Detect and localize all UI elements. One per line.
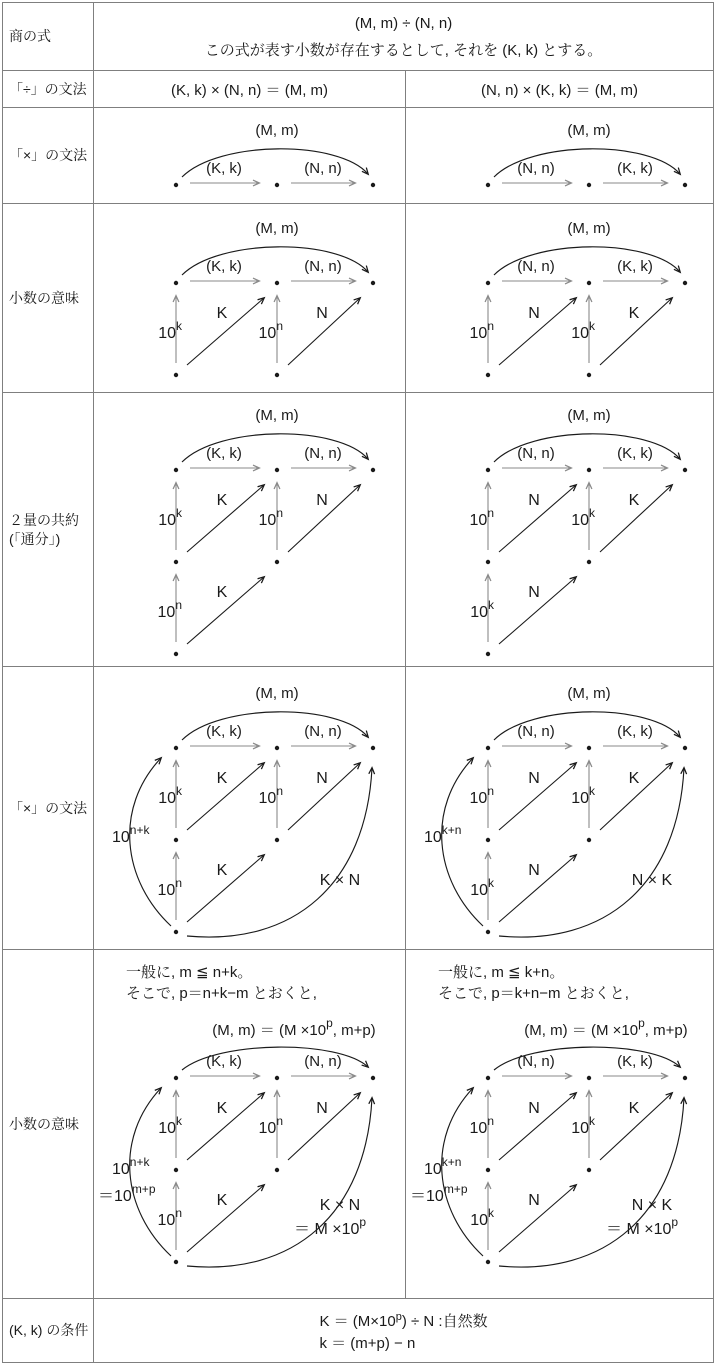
edge-label-2: (N, n) <box>304 444 342 462</box>
diagram-dot <box>174 372 178 376</box>
diagram-dot <box>174 1076 178 1080</box>
diagonal-label-2: N <box>316 491 328 509</box>
diagonal-label-2: K <box>628 1100 640 1117</box>
diagram-dot <box>275 467 279 471</box>
left-arc-power-label: $10^{k+n}$ <box>424 823 462 846</box>
row-label-mul-grammar-1: 「×」の文法 <box>3 108 94 204</box>
decimal-meaning1-left-cell <box>94 204 406 393</box>
row-label-mul-grammar-2: 「×」の文法 <box>3 667 94 950</box>
diagram-dot <box>587 467 591 471</box>
quotient-formula: (M, m) ÷ (N, n) <box>354 14 453 32</box>
diagram-dot <box>275 838 279 842</box>
top-arc-equation: (M, $m) = (M \times 10^p$, m+p) <box>524 1016 688 1039</box>
diagram-dot <box>174 746 178 750</box>
mul-grammar1-left-cell <box>94 108 406 204</box>
diagram-dot <box>587 559 591 563</box>
condition-line-2: k ＝ (m+p) − n <box>319 1335 416 1352</box>
diagonal-label-2: N <box>316 1100 328 1117</box>
diagram-dot <box>275 280 279 284</box>
commensuration-left-diagram <box>94 395 400 665</box>
diagram-dot <box>275 1168 279 1172</box>
left-outer-arc-arrow <box>130 1088 171 1256</box>
right-arc-label: N × K <box>631 872 673 889</box>
diagram-dot <box>587 1168 591 1172</box>
right-arc-label: K × N <box>319 1197 361 1214</box>
diagram-dot <box>486 182 490 186</box>
decimal-meaning1-right-diagram <box>406 206 712 391</box>
diagram-dot <box>371 1076 375 1080</box>
edge-label-1: (K, k) <box>206 257 242 275</box>
condition-formulas <box>319 1306 487 1355</box>
power-of-ten-label: 10$^n$ <box>469 1114 494 1137</box>
diagram-dot <box>587 838 591 842</box>
power-of-ten-label: 10$^n$ <box>258 1114 283 1137</box>
mul-grammar1-left-diagram <box>94 110 400 202</box>
diagonal-label-3: N <box>528 583 540 601</box>
edge-label-1: (K, k) <box>206 723 242 740</box>
top-arc-label: (M, m) <box>567 406 611 424</box>
diagram-dot <box>371 746 375 750</box>
right-arc-label: N × K <box>631 1197 673 1214</box>
diagonal-label-2: N <box>316 304 328 322</box>
diagram-dot <box>371 182 375 186</box>
diagram-dot <box>486 838 490 842</box>
edge-label-1: (N, n) <box>517 257 555 275</box>
general-note-left-1: 一般に, m ≦ n+k。 <box>126 964 253 981</box>
diagonal-label-1: K <box>216 304 228 322</box>
division-grammar-left: (K, k) × (N, n) ＝ (M, m) <box>94 71 406 108</box>
edge-label-2: (N, n) <box>304 723 342 740</box>
right-arc-label: K × N <box>319 872 361 889</box>
row-label-division-grammar: 「÷」の文法 <box>3 71 94 108</box>
commensuration-label-line1: ２量の共約 <box>9 511 79 528</box>
diagonal-label-3: N <box>528 1192 540 1209</box>
diagram-dot <box>174 559 178 563</box>
diagram-dot <box>174 467 178 471</box>
edge-label-2: (K, k) <box>617 257 653 275</box>
top-arc-label: (M, m) <box>255 406 299 424</box>
top-arc-label: (M, m) <box>255 121 299 139</box>
mul-grammar2-right-cell <box>406 667 714 950</box>
power-of-ten-label: 10$^k$ <box>158 318 182 342</box>
right-arc-label-2: ＝ $M \times 10^p$ <box>606 1215 679 1238</box>
right-arc-label-2: ＝ $M \times 10^p$ <box>294 1215 367 1238</box>
row-label-commensuration <box>3 393 94 667</box>
power-of-ten-label: 10$^n$ <box>469 505 494 529</box>
diagram-dot <box>683 746 687 750</box>
diagram-dot <box>486 467 490 471</box>
left-arc-power-label: $10^{k+n}$ <box>424 1155 462 1178</box>
diagonal-label-3: K <box>216 583 228 601</box>
diagram-dot <box>174 280 178 284</box>
edge-label-2: (N, n) <box>304 1053 342 1070</box>
diagram-dot <box>486 746 490 750</box>
general-note-right-1: 一般に, m ≦ k+n。 <box>438 964 565 981</box>
top-arc-label: (M, m) <box>255 219 299 237</box>
power-of-ten-label: 10$^n$ <box>157 597 182 621</box>
diagonal-label-2: N <box>316 770 328 787</box>
diagonal-label-1: N <box>528 491 540 509</box>
diagram-dot <box>275 372 279 376</box>
power-of-ten-label: 10$^k$ <box>470 1206 494 1229</box>
diagram-dot <box>275 182 279 186</box>
power-of-ten-label: 10$^n$ <box>157 876 182 899</box>
row-commensuration <box>3 393 714 667</box>
edge-label-2: (K, k) <box>617 444 653 462</box>
decimal-meaning1-left-diagram <box>94 206 400 391</box>
power-of-ten-label: 10$^k$ <box>158 784 182 807</box>
power-of-ten-label: 10$^n$ <box>258 318 283 342</box>
diagram-dot <box>486 280 490 284</box>
row-label-condition: (K, k) の条件 <box>3 1299 94 1363</box>
left-outer-arc-arrow <box>442 758 483 926</box>
diagram-dot <box>486 1260 490 1264</box>
top-arc-equation: (M, $m) = (M \times 10^p$, m+p) <box>212 1016 376 1039</box>
diagram-dot <box>683 280 687 284</box>
diagram-dot <box>683 182 687 186</box>
quotient-note: この式が表す小数が存在するとして, それを (K, k) とする。 <box>204 41 603 59</box>
decimal-meaning2-left-diagram <box>94 1009 400 1277</box>
diagram-dot <box>486 1076 490 1080</box>
diagram-dot <box>587 746 591 750</box>
diagram-dot <box>587 182 591 186</box>
diagonal-label-2: K <box>628 304 640 322</box>
diagram-dot <box>486 930 490 934</box>
power-of-ten-label: 10$^k$ <box>158 505 182 529</box>
diagram-dot <box>486 651 490 655</box>
power-of-ten-label: 10$^n$ <box>258 784 283 807</box>
diagonal-label-2: K <box>628 770 640 787</box>
edge-label-2: (K, k) <box>617 159 653 177</box>
decimal-meaning1-right-cell <box>406 204 714 393</box>
row-division-grammar <box>3 71 714 108</box>
diagram-dot <box>683 467 687 471</box>
left-arc-power-label-2: $=10^{m+p}$ <box>98 1182 156 1205</box>
left-arc-power-label: $10^{n+k}$ <box>112 823 150 846</box>
diagram-dot <box>174 1168 178 1172</box>
power-of-ten-label: 10$^k$ <box>571 318 595 342</box>
diagram-dot <box>174 182 178 186</box>
mul-grammar2-right-diagram <box>406 669 712 947</box>
row-condition <box>3 1299 714 1363</box>
left-outer-arc-arrow <box>130 758 171 926</box>
diagram-dot <box>587 280 591 284</box>
top-arc-label: (M, m) <box>567 121 611 139</box>
row-quotient-formula <box>3 3 714 71</box>
diagram-dot <box>371 280 375 284</box>
edge-label-1: (N, n) <box>517 723 555 740</box>
edge-label-1: (K, k) <box>206 1053 242 1070</box>
top-arc-label: (M, m) <box>567 685 611 702</box>
row-decimal-meaning-1 <box>3 204 714 393</box>
diagonal-label-1: N <box>528 1100 540 1117</box>
diagonal-label-3: N <box>528 862 540 879</box>
row-label-decimal-meaning-2: 小数の意味 <box>3 950 94 1299</box>
power-of-ten-label: 10$^k$ <box>470 597 494 621</box>
left-arc-power-label-2: $=10^{m+p}$ <box>410 1182 468 1205</box>
decimal-meaning2-left-cell <box>94 950 406 1299</box>
diagonal-label-2: K <box>628 491 640 509</box>
diagram-dot <box>275 559 279 563</box>
diagram-dot <box>486 372 490 376</box>
diagram-dot <box>486 1168 490 1172</box>
commensuration-right-cell <box>406 393 714 667</box>
diagonal-label-1: K <box>216 1100 228 1117</box>
diagram-dot <box>683 1076 687 1080</box>
top-arc-label: (M, m) <box>567 219 611 237</box>
power-of-ten-label: 10$^n$ <box>469 784 494 807</box>
decimal-meaning2-right-diagram <box>406 1009 712 1277</box>
commensuration-label-line2: (「通分」) <box>9 530 61 547</box>
quotient-formula-cell <box>94 3 714 71</box>
row-label-quotient: 商の式 <box>3 3 94 71</box>
row-decimal-meaning-2 <box>3 950 714 1299</box>
condition-cell <box>94 1299 714 1363</box>
commensuration-left-cell <box>94 393 406 667</box>
power-of-ten-label: 10$^k$ <box>571 505 595 529</box>
diagram-dot <box>174 1260 178 1264</box>
diagonal-label-3: K <box>216 862 228 879</box>
diagram-dot <box>587 372 591 376</box>
division-definition-table <box>2 2 714 1363</box>
power-of-ten-label: 10$^n$ <box>157 1206 182 1229</box>
edge-label-1: (N, n) <box>517 444 555 462</box>
edge-label-1: (N, n) <box>517 159 555 177</box>
decimal-meaning2-right-cell <box>406 950 714 1299</box>
edge-label-2: (N, n) <box>304 159 342 177</box>
mul-grammar2-left-cell <box>94 667 406 950</box>
mul-grammar2-left-diagram <box>94 669 400 947</box>
diagonal-label-1: N <box>528 770 540 787</box>
edge-label-2: (N, n) <box>304 257 342 275</box>
diagonal-label-1: K <box>216 770 228 787</box>
row-mul-grammar-2 <box>3 667 714 950</box>
general-note-right-2: そこで, p＝k+n−m とおくと, <box>438 985 629 1002</box>
diagram-dot <box>174 651 178 655</box>
row-mul-grammar-1 <box>3 108 714 204</box>
power-of-ten-label: 10$^n$ <box>258 505 283 529</box>
division-grammar-right: (N, n) × (K, k) ＝ (M, m) <box>406 71 714 108</box>
edge-label-1: (K, k) <box>206 159 242 177</box>
power-of-ten-label: 10$^k$ <box>571 784 595 807</box>
general-note-left-2: そこで, p＝n+k−m とおくと, <box>126 985 317 1002</box>
diagram-dot <box>371 467 375 471</box>
edge-label-1: (K, k) <box>206 444 242 462</box>
edge-label-2: (K, k) <box>617 1053 653 1070</box>
diagonal-label-1: N <box>528 304 540 322</box>
row-label-decimal-meaning-1: 小数の意味 <box>3 204 94 393</box>
edge-label-1: (N, n) <box>517 1053 555 1070</box>
mul-grammar1-right-cell <box>406 108 714 204</box>
commensuration-right-diagram <box>406 395 712 665</box>
diagram-dot <box>587 1076 591 1080</box>
diagram-dot <box>275 1076 279 1080</box>
diagonal-label-3: K <box>216 1192 228 1209</box>
top-arc-label: (M, m) <box>255 685 299 702</box>
diagram-dot <box>275 746 279 750</box>
power-of-ten-label: 10$^k$ <box>470 876 494 899</box>
power-of-ten-label: 10$^k$ <box>571 1114 595 1137</box>
diagram-dot <box>174 930 178 934</box>
diagonal-label-1: K <box>216 491 228 509</box>
power-of-ten-label: 10$^n$ <box>469 318 494 342</box>
condition-line-1: $K = (M\times 10^p) \div N$ :自然数 <box>319 1311 488 1330</box>
diagram-dot <box>174 838 178 842</box>
left-arc-power-label: $10^{n+k}$ <box>112 1155 150 1178</box>
mul-grammar1-right-diagram <box>406 110 712 202</box>
left-outer-arc-arrow <box>442 1088 483 1256</box>
power-of-ten-label: 10$^k$ <box>158 1114 182 1137</box>
edge-label-2: (K, k) <box>617 723 653 740</box>
diagram-dot <box>486 559 490 563</box>
